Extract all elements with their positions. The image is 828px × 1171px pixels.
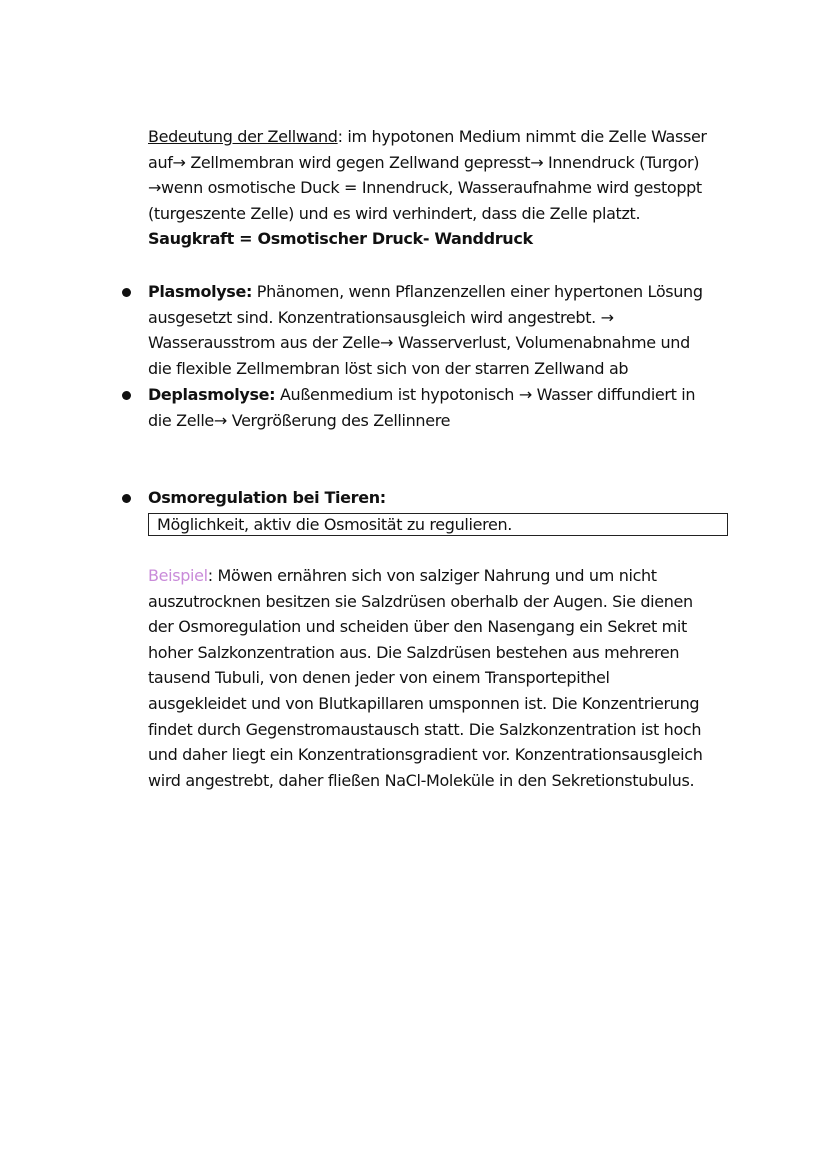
beispiel-line: ausgekleidet und von Blutkapillaren umsponnen ist. Die Konzentrierung — [148, 693, 700, 713]
deplasmolyse-line-1-text: Außenmedium ist hypotonisch → Wasser diffundiert in — [275, 385, 696, 404]
deplasmolyse-line-1 — [148, 382, 738, 408]
plasmolyse-line-1 — [148, 279, 738, 305]
plasmolyse-line-3: Wasserausstrom aus der Zelle→ Wasserverlust, Volumenabnahme und — [148, 333, 690, 353]
deplasmolyse-term: Deplasmolyse: — [148, 385, 276, 404]
beispiel-line: hoher Salzkonzentration aus. Die Salzdrüsen bestehen aus mehreren — [148, 642, 680, 662]
zellwand-heading: Bedeutung der Zellwand — [148, 127, 338, 146]
plasmolyse-line-4: die flexible Zellmembran löst sich von der starren Zellwand ab — [148, 358, 629, 378]
beispiel-paragraph — [148, 563, 738, 793]
zellwand-line-2: auf→ Zellmembran wird gegen Zellwand gepresst→ Innendruck (Turgor) — [148, 152, 700, 172]
beispiel-label: Beispiel — [148, 566, 208, 585]
beispiel-line: auszutrocknen besitzen sie Salzdrüsen oberhalb der Augen. Sie dienen — [148, 591, 693, 611]
bullet-plasmolyse — [122, 288, 131, 297]
beispiel-line-1-text: : Möwen ernähren sich von salziger Nahrung und um nicht — [207, 566, 657, 585]
beispiel-line: tausend Tubuli, von denen jeder von einem Transportepithel — [148, 668, 610, 688]
saugkraft-formula: Saugkraft = Osmotischer Druck- Wanddruck — [148, 229, 533, 249]
osmoregulation-item — [148, 485, 738, 511]
plasmolyse-item — [148, 279, 738, 381]
plasmolyse-line-1-text: Phänomen, wenn Pflanzenzellen einer hypertonen Lösung — [252, 282, 703, 301]
bullet-osmoregulation — [122, 494, 131, 503]
deplasmolyse-line-2: die Zelle→ Vergrößerung des Zellinnere — [148, 410, 451, 430]
zellwand-paragraph — [148, 124, 738, 252]
zellwand-line-3: →wenn osmotische Duck = Innendruck, Wasseraufnahme wird gestoppt — [148, 178, 702, 198]
beispiel-line: findet durch Gegenstromaustausch statt. Die Salzkonzentration ist hoch — [148, 719, 702, 739]
beispiel-line: wird angestrebt, daher fließen NaCl-Moleküle in den Sekretionstubulus. — [148, 770, 695, 790]
osmoregulation-definition: Möglichkeit, aktiv die Osmosität zu regulieren. — [157, 515, 512, 534]
plasmolyse-line-2: ausgesetzt sind. Konzentrationsausgleich wird angestrebt. → — [148, 307, 614, 327]
zellwand-line-4: (turgeszente Zelle) und es wird verhindert, dass die Zelle platzt. — [148, 203, 641, 223]
definition-box — [148, 513, 728, 536]
deplasmolyse-item — [148, 382, 738, 433]
zellwand-line-1-text: : im hypotonen Medium nimmt die Zelle Wasser — [337, 127, 707, 146]
beispiel-line: und daher liegt ein Konzentrationsgradient vor. Konzentrationsausgleich — [148, 745, 703, 765]
zellwand-line-1 — [148, 124, 738, 150]
beispiel-line-1 — [148, 563, 738, 589]
osmoregulation-heading: Osmoregulation bei Tieren: — [148, 488, 386, 507]
beispiel-line: der Osmoregulation und scheiden über den Nasengang ein Sekret mit — [148, 617, 687, 637]
plasmolyse-term: Plasmolyse: — [148, 282, 253, 301]
bullet-deplasmolyse — [122, 391, 131, 400]
